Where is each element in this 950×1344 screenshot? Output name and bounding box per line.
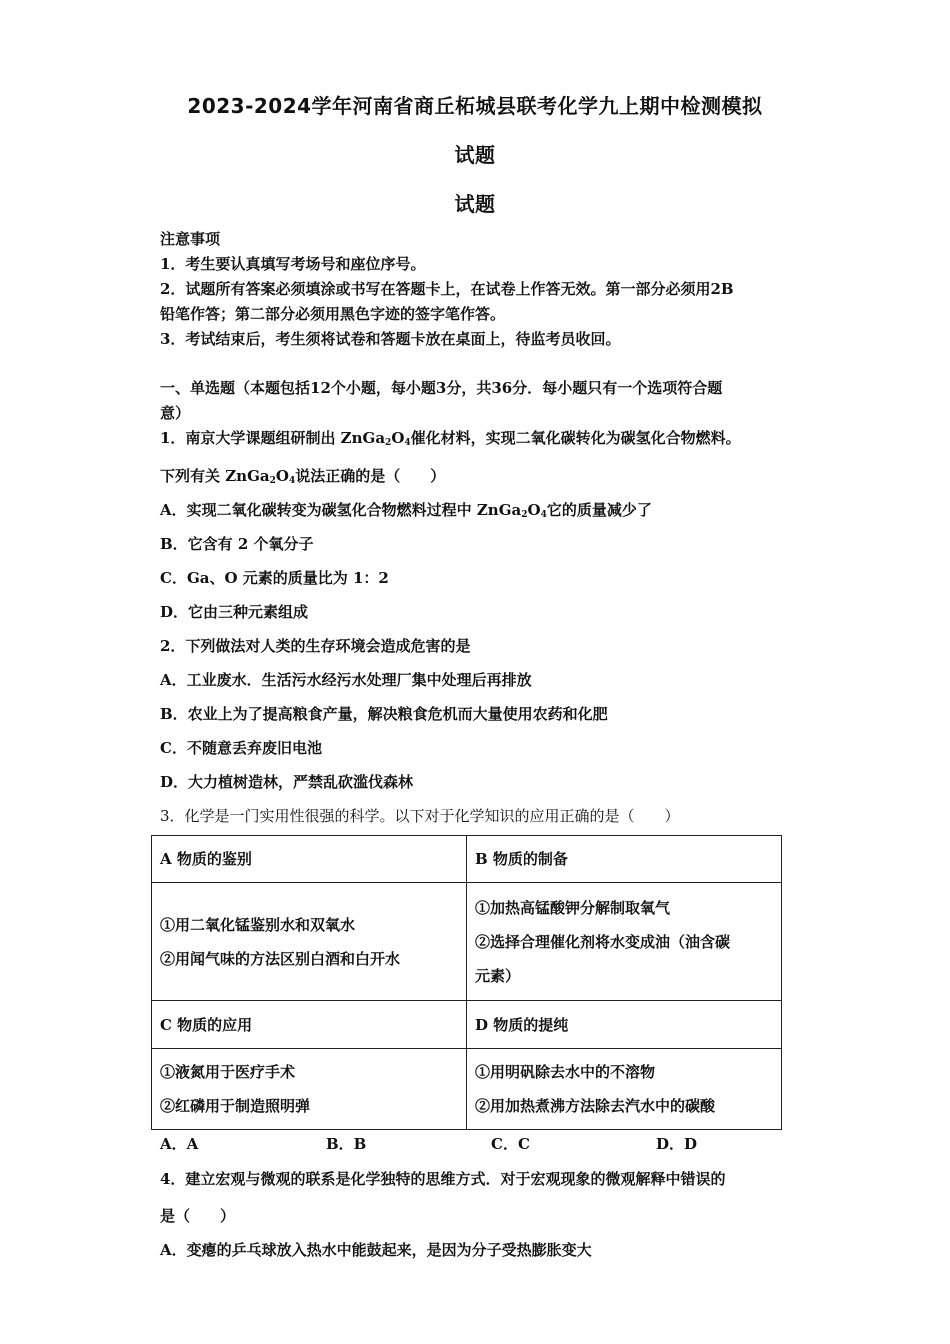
notice-item-3: 3．考试结束后，考生须将试卷和答题卡放在桌面上，待监考员收回。 xyxy=(160,330,621,348)
q1-ask: 下列有关 $ZnGa_2O_4$说法正确的是（ ） xyxy=(160,467,446,486)
q1-option-c: C．Ga、O 元素的质量比为 1：2 xyxy=(160,569,389,587)
q2-option-a: A．工业废水．生活污水经污水处理厂集中处理后再排放 xyxy=(160,671,532,689)
q1-option-b: B．它含有 2 个氧分子 xyxy=(160,535,314,553)
q3-cell-c-head: C 物质的应用 xyxy=(152,1001,467,1049)
page-title-line1: 2023-2024学年河南省商丘柘城县联考化学九上期中检测模拟 xyxy=(187,94,763,118)
q3-option-c: C．C xyxy=(491,1135,530,1153)
notice-item-1: 1．考生要认真填写考场号和座位序号。 xyxy=(160,255,426,273)
notice-item-2: 2．试题所有答案必须填涂或书写在答题卡上，在试卷上作答无效。第一部分必须用2B xyxy=(160,280,734,298)
q3-cell-d-body: ①用明矾除去水中的不溶物 ②用加热煮沸方法除去汽水中的碳酸 xyxy=(467,1049,782,1130)
q3-table xyxy=(151,835,782,1130)
q4-stem-cont: 是（ ） xyxy=(160,1207,236,1225)
q3-cell-a-body: ①用二氧化锰鉴别水和双氧水 ②用闻气味的方法区别白酒和白开水 xyxy=(152,883,467,1001)
q3-cell-b-head: B 物质的制备 xyxy=(467,836,782,883)
q3-cell-b-body: ①加热高锰酸钾分解制取氧气 ②选择合理催化剂将水变成油（油含碳 元素） xyxy=(467,883,782,1001)
q2-stem: 2．下列做法对人类的生存环境会造成危害的是 xyxy=(160,637,471,655)
q4-stem: 4．建立宏观与微观的联系是化学独特的思维方式．对于宏观现象的微观解释中错误的 xyxy=(160,1170,726,1188)
q2-option-b: B．农业上为了提高粮食产量，解决粮食危机而大量使用农药和化肥 xyxy=(160,705,608,723)
section-heading: 一、单选题（本题包括12个小题，每小题3分，共36分．每小题只有一个选项符合题 xyxy=(160,379,723,397)
q3-stem: 3．化学是一门实用性很强的科学。以下对于化学知识的应用正确的是（ ） xyxy=(160,807,680,825)
q3-cell-c-body: ①液氮用于医疗手术 ②红磷用于制造照明弹 xyxy=(152,1049,467,1130)
q1-option-d: D．它由三种元素组成 xyxy=(160,603,309,621)
notice-item-2-cont: 铅笔作答；第二部分必须用黑色字迹的签字笔作答。 xyxy=(160,305,506,323)
q1-stem: 1．南京大学课题组研制出 $ZnGa_2O_4$催化材料，实现二氧化碳转化为碳氢化合物燃料。 xyxy=(160,429,741,448)
q1-option-a: A．实现二氧化碳转变为碳氢化合物燃料过程中 $ZnGa_2O_4$它的质量减少了 xyxy=(160,501,652,520)
q3-cell-a-head: A 物质的鉴别 xyxy=(152,836,467,883)
q4-option-a: A．变瘪的乒乓球放入热水中能鼓起来，是因为分子受热膨胀变大 xyxy=(160,1241,592,1259)
q3-cell-d-head: D 物质的提纯 xyxy=(467,1001,782,1049)
notice-heading: 注意事项 xyxy=(160,230,221,248)
q3-option-b: B．B xyxy=(326,1135,367,1153)
q2-option-d: D．大力植树造林，严禁乱砍滥伐森林 xyxy=(160,773,414,791)
q3-option-d: D．D xyxy=(656,1135,698,1153)
page-title-line3: 试题 xyxy=(454,192,496,216)
q3-option-a: A．A xyxy=(160,1135,199,1153)
page-title-line2: 试题 xyxy=(454,143,496,167)
q2-option-c: C．不随意丢弃废旧电池 xyxy=(160,739,322,757)
section-heading-cont: 意） xyxy=(160,404,191,422)
